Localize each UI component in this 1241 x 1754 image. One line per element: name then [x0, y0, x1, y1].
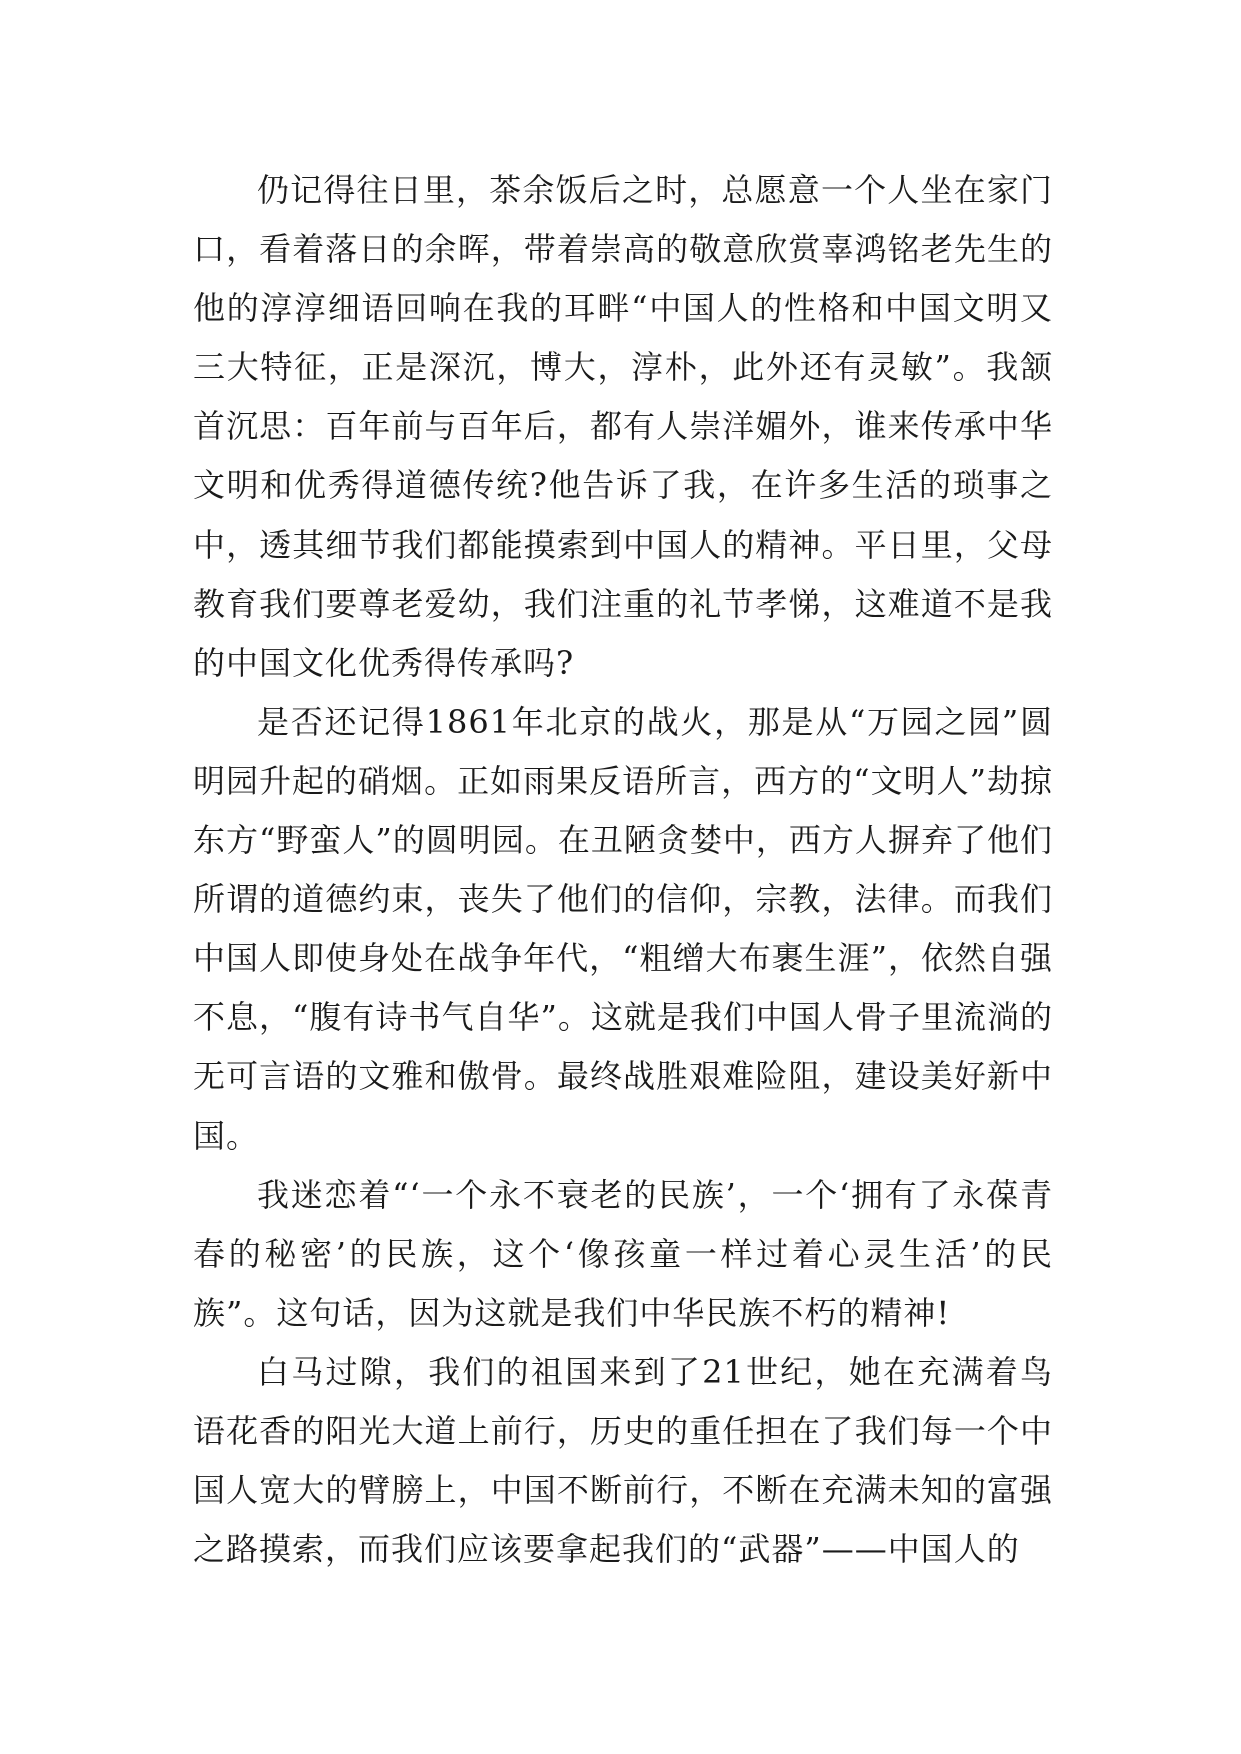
paragraph: 我迷恋着“‘一个永不衰老的民族’，一个‘拥有了永葆青春的秘密’的民族，这个‘像孩童一样过着心灵生活’的民族”。这句话，因为这就是我们中华民族不朽的精神!	[193, 1175, 1053, 1332]
body-text	[193, 161, 1053, 1579]
paragraph: 是否还记得1861年北京的战火，那是从“万园之园”圆明园升起的硝烟。正如雨果反语所言，西方的“文明人”劫掠东方“野蛮人”的圆明园。在丑陋贪婪中，西方人摒弃了他们所谓的道德约束，丧失了他们的信仰，宗教，法律。而我们中国人即使身处在战争年代，“粗缯大布裹生涯”，依然自强不息，“腹有诗书气自华”。这就是我们中国人骨子里流淌的无可言语的文雅和傲骨。最终战胜艰难险阻，建设美好新中国。	[193, 702, 1053, 1155]
paragraph: 白马过隙，我们的祖国来到了21世纪，她在充满着鸟语花香的阳光大道上前行，历史的重任担在了我们每一个中国人宽大的臂膀上，中国不断前行，不断在充满未知的富强之路摸索，而我们应该要拿起我们的“武器”——中国人的	[193, 1352, 1053, 1569]
paragraph: 仍记得往日里，茶余饭后之时，总愿意一个人坐在家门口，看着落日的余晖，带着崇高的敬意欣赏辜鸿铭老先生的他的淳淳细语回响在我的耳畔“中国人的性格和中国文明又三大特征，正是深沉，博大，淳朴，此外还有灵敏”。我颔首沉思：百年前与百年后，都有人崇洋媚外，谁来传承中华文明和优秀得道德传统?他告诉了我，在许多生活的琐事之中，透其细节我们都能摸索到中国人的精神。平日里，父母教育我们要尊老爱幼，我们注重的礼节孝悌，这难道不是我的中国文化优秀得传承吗?	[193, 171, 1053, 682]
